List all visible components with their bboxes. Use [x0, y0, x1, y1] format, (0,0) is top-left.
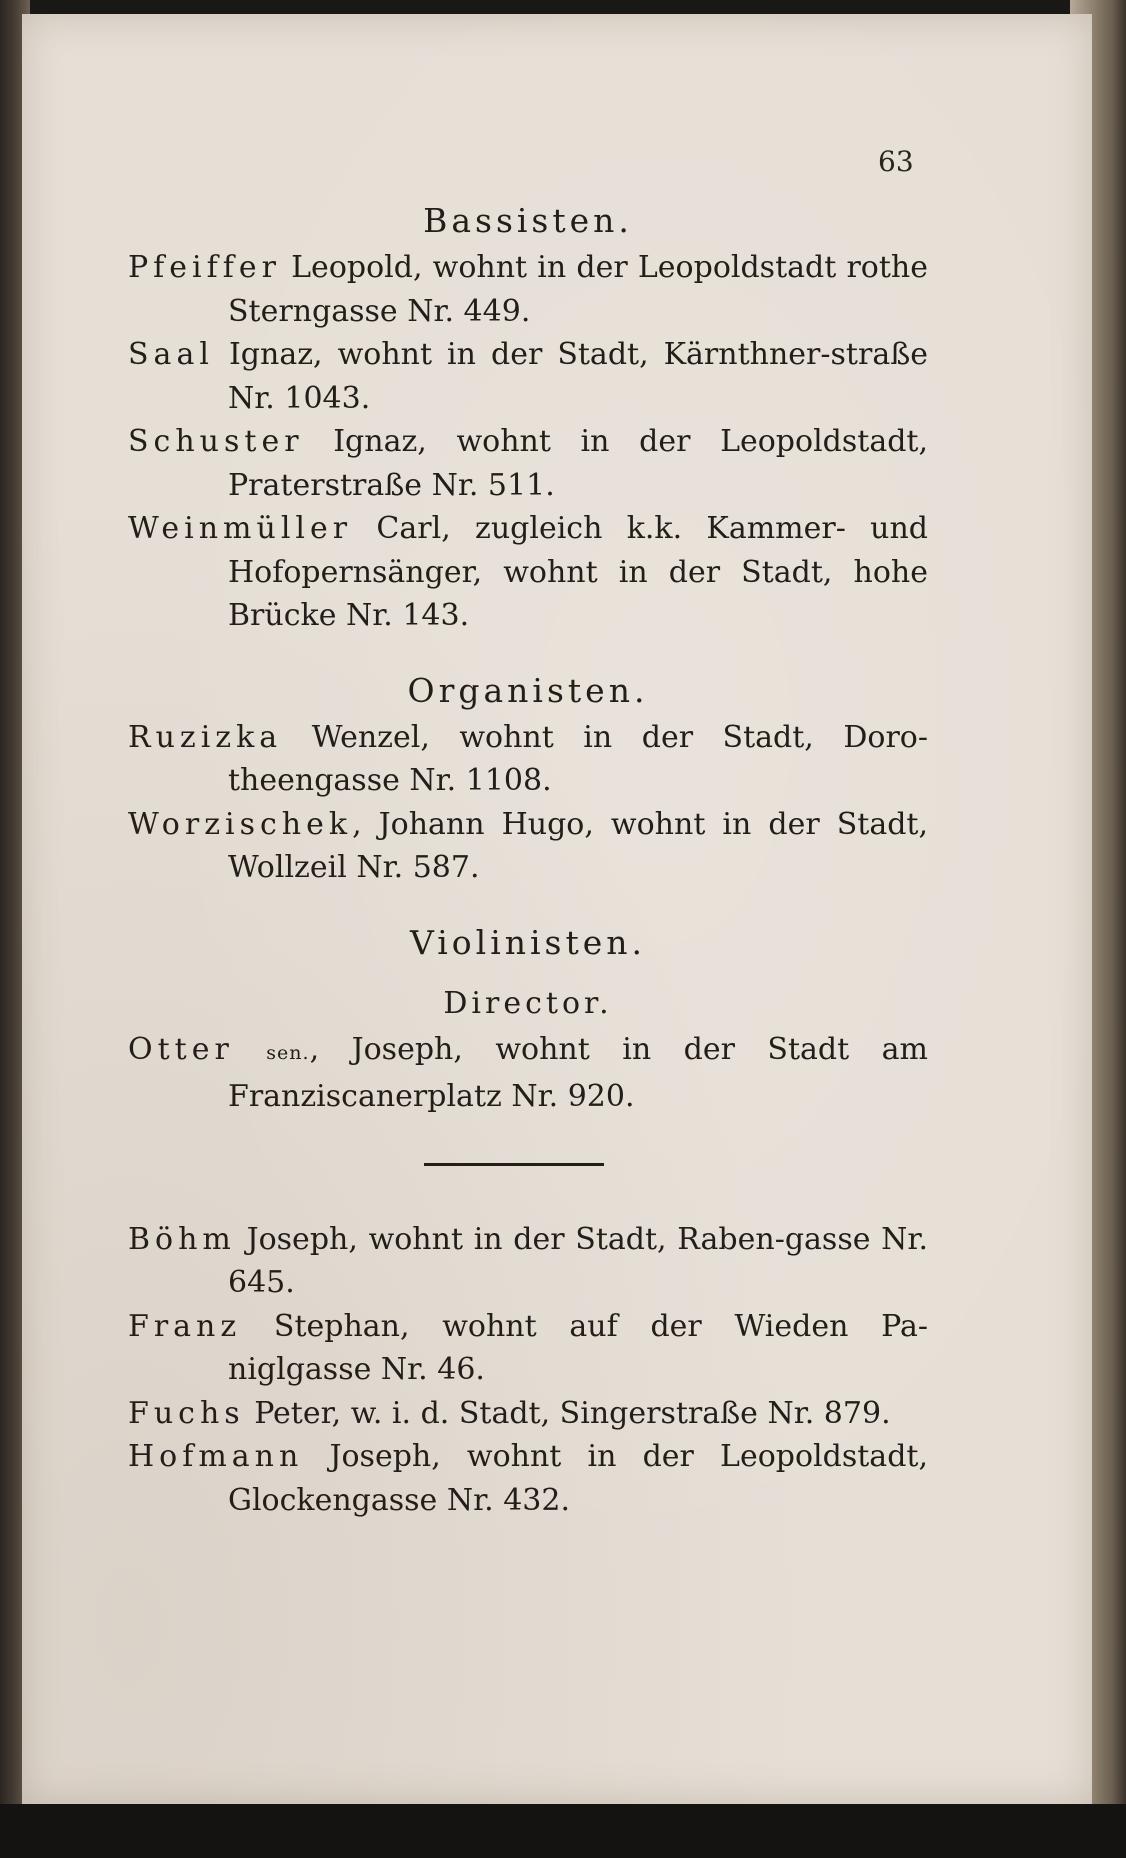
entry-text: , Joseph, wohnt in der Stadt am Franziscanerplatz Nr. 920. — [228, 1031, 928, 1114]
entry-name: Otter — [128, 1031, 234, 1067]
entry-suffix: sen. — [266, 1041, 310, 1064]
entry-name: Fuchs — [128, 1395, 245, 1431]
subheading-director: Director. — [443, 985, 613, 1021]
entry-franz — [128, 1305, 928, 1392]
section-heading-bassisten: Bassisten. — [423, 201, 633, 240]
entry-otter — [128, 1028, 928, 1119]
entry-worzischek — [128, 803, 928, 890]
entry-text: Joseph, wohnt in der Leopoldstadt, Glockengasse Nr. 432. — [228, 1439, 928, 1518]
entry-name: Weinmüller — [128, 511, 353, 546]
section-spacer — [128, 890, 928, 918]
entry-schuster — [128, 420, 928, 507]
section-heading-violinisten: Violinisten. — [409, 922, 647, 962]
entry-text: , Johann Hugo, wohnt in der Stadt, Wollzeil Nr. 587. — [228, 806, 928, 885]
entry-text: Ignaz, wohnt in der Leopoldstadt, Praterstraße Nr. 511. — [228, 424, 928, 503]
page-content — [128, 196, 928, 1522]
entry-boehm — [128, 1218, 928, 1305]
entry-hofmann — [128, 1435, 928, 1522]
section-spacer — [128, 638, 928, 666]
entry-name: Ruzizka — [128, 719, 283, 755]
entry-fuchs — [128, 1392, 928, 1436]
entry-saal — [128, 333, 928, 420]
entry-name: Pfeiffer — [128, 250, 281, 285]
entry-text: Stephan, wohnt auf der Wieden Pa-niglgasse Nr. 46. — [228, 1308, 928, 1387]
entry-text: Joseph, wohnt in der Stadt, Raben-gasse Nr. 645. — [228, 1221, 928, 1300]
entry-weinmueller — [128, 507, 928, 638]
entry-text: Leopold, wohnt in der Leopoldstadt rothe Sterngasse Nr. 449. — [228, 250, 928, 329]
separator-rule — [424, 1163, 604, 1166]
entry-ruzizka — [128, 716, 928, 803]
entry-text: Carl, zugleich k.k. Kammer- und Hofopernsänger, wohnt in der Stadt, hohe Brücke Nr. 143. — [228, 511, 928, 633]
entry-name: Franz — [128, 1308, 242, 1344]
entry-name: Worzischek — [128, 806, 353, 842]
entry-name: Schuster — [128, 424, 304, 459]
entry-text: Wenzel, wohnt in der Stadt, Doro-theengasse Nr. 1108. — [228, 719, 928, 798]
entry-pfeiffer — [128, 246, 928, 333]
page-number: 63 — [878, 145, 914, 178]
section-heading-organisten: Organisten. — [407, 670, 649, 710]
entry-text: Peter, w. i. d. Stadt, Singerstraße Nr. 879. — [244, 1395, 891, 1431]
section-spacer — [128, 968, 928, 980]
entry-text: Ignaz, wohnt in der Stadt, Kärnthner-straße Nr. 1043. — [213, 337, 928, 416]
entry-name: Böhm — [128, 1221, 236, 1257]
entry-name: Hofmann — [128, 1439, 304, 1474]
entry-name: Saal — [128, 337, 214, 372]
bottom-background — [0, 1804, 1126, 1858]
